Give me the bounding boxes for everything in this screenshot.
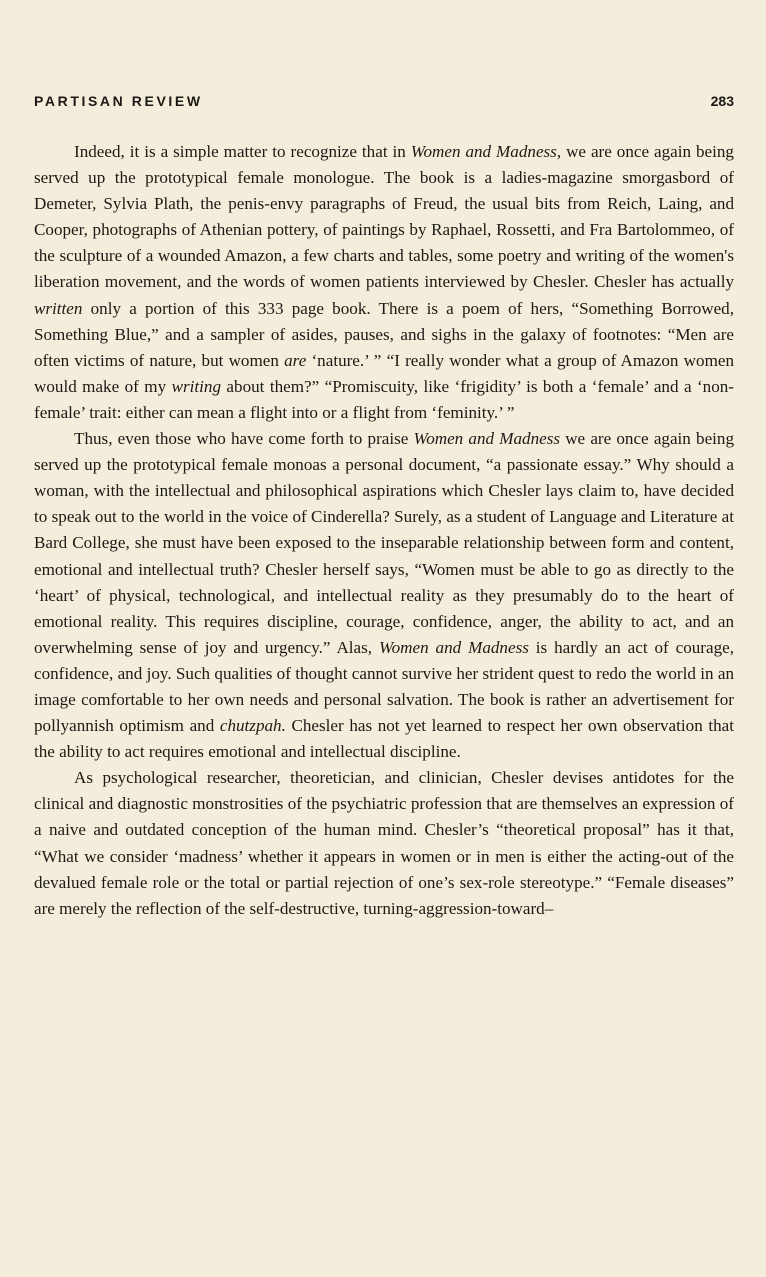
- paragraph: [34, 765, 734, 922]
- paragraph: [34, 426, 734, 765]
- text-run: ‘nature.’ ” “I really wonder what a group of Amazon women would make of my: [34, 350, 734, 396]
- journal-title: PARTISAN REVIEW: [34, 93, 203, 109]
- text-run: is hardly an act of courage, confidence, and joy. Such qualities of thought cannot survive her strident quest to redo the world in an image comfortable to her own needs and personal salvation. The book is rather an advertisement for pollyannish optimism and: [34, 637, 734, 736]
- text-run: about them?” “Promiscuity, like ‘frigidity’ is both a ‘female’ and a ‘non-female’ trait: either can mean a flight into or a flight from ‘feminity.’ ”: [34, 376, 734, 422]
- article-body: [34, 139, 734, 922]
- italic-title: Women and Madness,: [410, 142, 562, 161]
- text-run: only a portion of this 333 page book. There is a poem of hers, “Something Borrowed, Something Blue,” and a sampler of asides, pauses, and sighs in the galaxy of footnotes: “Men are often victims of nature, but women: [34, 298, 734, 370]
- paragraph: [34, 139, 734, 426]
- italic-emphasis: writing: [171, 376, 221, 396]
- text-run: we are once again being served up the prototypical female monoas a personal document, “a passionate essay.” Why should a woman, with the intellectual and philosophical aspirations which Chesler lays claim to, have decided to speak out to the world in the voice of Cinderella? Surely, as a student of Language and Literature at Bard College, she must have been exposed to the inseparable relationship between form and content, emotional and intellectual truth? Chesler herself says, “Women must be able to go as directly to the ‘heart’ of physical, technological, and intellectual reality as they presumably do to the heart of emotional reality. This requires discipline, courage, confidence, anger, the ability to act, and an overwhelming sense of joy and urgency.” Alas,: [34, 429, 734, 657]
- text-run: As psychological researcher, theoretician, and clinician, Chesler devises antidotes for the clinical and diagnostic monstrosities of the psychiatric profession that are themselves an expression of a naive and outdated conception of the human mind. Chesler’s “theoretical proposal” has it that, “What we consider ‘madness’ whether it appears in women or in men is either the acting-out of the devalued female role or the total or partial rejection of one’s sex-role stereotype.” “Female diseases” are merely the reflection of the self-destructive, turning-aggression-toward–: [34, 768, 734, 918]
- italic-title: Women and Madness: [378, 637, 529, 657]
- italic-emphasis: are: [284, 350, 307, 370]
- text-run: Indeed, it is a simple matter to recognize that in: [74, 142, 411, 161]
- text-run: Thus, even those who have come forth to praise: [74, 429, 414, 449]
- running-head: [34, 93, 734, 115]
- italic-emphasis: written: [34, 298, 83, 318]
- page-number: 283: [710, 93, 734, 109]
- text-run: we are once again being served up the prototypical female monologue. The book is a ladies-magazine smorgasbord of Demeter, Sylvia Plath, the penis-envy paragraphs of Freud, the usual bits from Reich, Laing, and Cooper, photographs of Athenian pottery, of paintings by Raphael, Rossetti, and Fra Bartolommeo, of the sculpture of a wounded Amazon, a few charts and tables, some poetry and writing of the women's liberation movement, and the words of women patients interviewed by Chesler. Chesler has actually: [34, 142, 734, 292]
- italic-emphasis: chutzpah.: [219, 716, 286, 736]
- text-run: Chesler has not yet learned to respect her own observation that the ability to act requires emotional and intellectual discipline.: [34, 716, 734, 762]
- italic-title: Women and Madness: [413, 429, 561, 449]
